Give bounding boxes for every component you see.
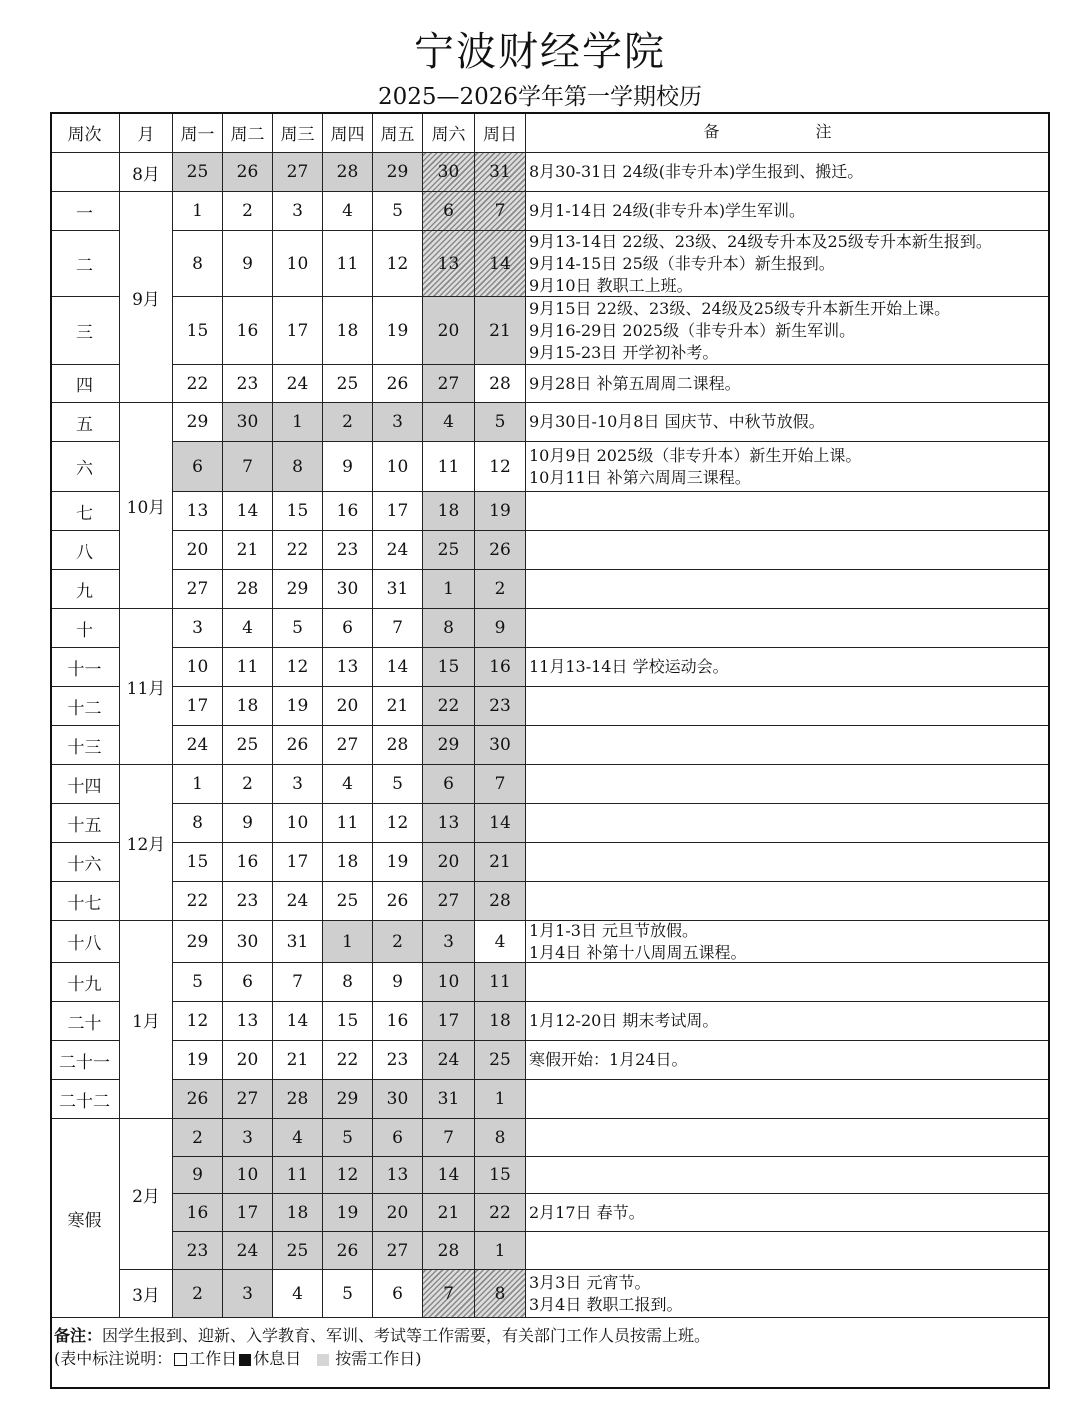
day-cell: 26 xyxy=(323,1232,373,1270)
day-cell: 16 xyxy=(373,1002,423,1041)
day-cell: 25 xyxy=(273,1232,323,1270)
day-cell: 3 xyxy=(223,1119,273,1157)
day-cell: 28 xyxy=(323,153,373,192)
week-number-cell: 十三 xyxy=(50,726,120,765)
header-cell: 月 xyxy=(120,112,173,153)
day-cell: 26 xyxy=(373,882,423,921)
day-cell: 9 xyxy=(223,804,273,843)
day-cell: 31 xyxy=(373,570,423,609)
day-cell: 1 xyxy=(273,403,323,442)
day-cell: 9 xyxy=(173,1157,223,1194)
day-cell: 14 xyxy=(475,804,526,843)
day-cell: 17 xyxy=(173,687,223,726)
week-number-cell: 二十二 xyxy=(50,1080,120,1119)
day-cell: 18 xyxy=(423,492,475,531)
day-cell: 15 xyxy=(273,492,323,531)
day-cell: 21 xyxy=(223,531,273,570)
day-cell: 28 xyxy=(475,365,526,403)
day-cell: 5 xyxy=(173,963,223,1002)
header-cell: 周一 xyxy=(173,112,223,153)
header-cell: 周四 xyxy=(323,112,373,153)
day-cell: 16 xyxy=(223,297,273,365)
remark-cell: 9月15日 22级、23级、24级及25级专升本新生开始上课。 9月16-29日 2025级（非专升本）新生军训。 9月15-23日 开学初补考。 xyxy=(526,297,1050,365)
remark-cell: 2月17日 春节。 xyxy=(526,1194,1050,1232)
remark-cell: 1月12-20日 期末考试周。 xyxy=(526,1002,1050,1041)
day-cell: 10 xyxy=(423,963,475,1002)
day-cell: 3 xyxy=(423,921,475,963)
day-cell: 10 xyxy=(173,648,223,687)
remark-cell xyxy=(526,843,1050,882)
day-cell: 31 xyxy=(273,921,323,963)
day-cell: 5 xyxy=(323,1270,373,1318)
day-cell: 22 xyxy=(475,1194,526,1232)
day-cell: 14 xyxy=(273,1002,323,1041)
day-cell: 9 xyxy=(373,963,423,1002)
day-cell: 1 xyxy=(423,570,475,609)
day-cell: 13 xyxy=(173,492,223,531)
remark-cell: 9月28日 补第五周周二课程。 xyxy=(526,365,1050,403)
day-cell: 14 xyxy=(373,648,423,687)
remark-cell: 1月1-3日 元旦节放假。 1月4日 补第十八周周五课程。 xyxy=(526,921,1050,963)
week-number-cell: 九 xyxy=(50,570,120,609)
month-cell: 10月 xyxy=(120,403,173,609)
day-cell: 20 xyxy=(373,1194,423,1232)
day-cell: 23 xyxy=(323,531,373,570)
day-cell: 3 xyxy=(373,403,423,442)
day-cell: 13 xyxy=(323,648,373,687)
remark-cell xyxy=(526,882,1050,921)
day-cell: 25 xyxy=(223,726,273,765)
day-cell: 24 xyxy=(223,1232,273,1270)
day-cell: 6 xyxy=(423,765,475,804)
week-number-cell: 十九 xyxy=(50,963,120,1002)
header-cell: 周六 xyxy=(423,112,475,153)
remark-cell xyxy=(526,726,1050,765)
day-cell: 12 xyxy=(323,1157,373,1194)
day-cell: 18 xyxy=(323,843,373,882)
day-cell: 18 xyxy=(475,1002,526,1041)
day-cell: 17 xyxy=(273,297,323,365)
day-cell: 2 xyxy=(475,570,526,609)
week-number-cell: 十八 xyxy=(50,921,120,963)
day-cell: 19 xyxy=(373,297,423,365)
day-cell: 30 xyxy=(223,921,273,963)
day-cell: 15 xyxy=(173,843,223,882)
week-number-cell: 十一 xyxy=(50,648,120,687)
day-cell: 14 xyxy=(223,492,273,531)
day-cell: 26 xyxy=(475,531,526,570)
week-number-cell: 三 xyxy=(50,297,120,365)
day-cell: 10 xyxy=(273,804,323,843)
day-cell: 15 xyxy=(475,1157,526,1194)
ondemand-box-icon xyxy=(317,1354,329,1366)
day-cell: 30 xyxy=(373,1080,423,1119)
day-cell: 16 xyxy=(475,648,526,687)
remark-cell xyxy=(526,1119,1050,1157)
week-number-cell: 七 xyxy=(50,492,120,531)
day-cell: 14 xyxy=(475,231,526,297)
week-number-cell: 五 xyxy=(50,403,120,442)
remark-cell xyxy=(526,531,1050,570)
week-number-cell: 一 xyxy=(50,192,120,231)
day-cell: 13 xyxy=(223,1002,273,1041)
remark-cell xyxy=(526,963,1050,1002)
day-cell: 11 xyxy=(223,648,273,687)
day-cell: 28 xyxy=(223,570,273,609)
day-cell: 25 xyxy=(173,153,223,192)
day-cell: 8 xyxy=(173,804,223,843)
week-number-cell: 二十一 xyxy=(50,1041,120,1080)
remark-cell: 9月13-14日 22级、23级、24级专升本及25级专升本新生报到。 9月14-15日 25级（非专升本）新生报到。 9月10日 教职工上班。 xyxy=(526,231,1050,297)
day-cell: 7 xyxy=(475,192,526,231)
footnote-text: 因学生报到、迎新、入学教育、军训、考试等工作需要，有关部门工作人员按需上班。 xyxy=(102,1326,711,1345)
week-number-cell: 十七 xyxy=(50,882,120,921)
day-cell: 27 xyxy=(223,1080,273,1119)
day-cell: 5 xyxy=(475,403,526,442)
day-cell: 29 xyxy=(173,921,223,963)
remark-cell xyxy=(526,687,1050,726)
day-cell: 1 xyxy=(475,1232,526,1270)
day-cell: 7 xyxy=(373,609,423,648)
day-cell: 6 xyxy=(373,1119,423,1157)
day-cell: 28 xyxy=(373,726,423,765)
page-title: 宁波财经学院 xyxy=(414,29,666,75)
remark-cell xyxy=(526,1080,1050,1119)
remark-cell xyxy=(526,804,1050,843)
day-cell: 17 xyxy=(423,1002,475,1041)
legend-open: (表中标注说明： xyxy=(54,1349,173,1368)
month-cell: 2月 xyxy=(120,1119,173,1270)
day-cell: 11 xyxy=(273,1157,323,1194)
day-cell: 19 xyxy=(373,843,423,882)
day-cell: 12 xyxy=(475,442,526,492)
day-cell: 30 xyxy=(223,403,273,442)
day-cell: 25 xyxy=(423,531,475,570)
remark-cell: 10月9日 2025级（非专升本）新生开始上课。 10月11日 补第六周周三课程。 xyxy=(526,442,1050,492)
footnote-line-1 xyxy=(54,1324,1044,1347)
header-cell: 周三 xyxy=(273,112,323,153)
day-cell: 23 xyxy=(223,882,273,921)
remark-cell xyxy=(526,1157,1050,1194)
day-cell: 15 xyxy=(173,297,223,365)
day-cell: 21 xyxy=(475,297,526,365)
day-cell: 30 xyxy=(475,726,526,765)
day-cell: 28 xyxy=(273,1080,323,1119)
day-cell: 27 xyxy=(423,365,475,403)
day-cell: 4 xyxy=(323,765,373,804)
day-cell: 7 xyxy=(273,963,323,1002)
day-cell: 20 xyxy=(423,843,475,882)
day-cell: 24 xyxy=(423,1041,475,1080)
week-number-cell xyxy=(50,153,120,192)
day-cell: 13 xyxy=(373,1157,423,1194)
day-cell: 15 xyxy=(323,1002,373,1041)
day-cell: 20 xyxy=(323,687,373,726)
day-cell: 10 xyxy=(223,1157,273,1194)
day-cell: 8 xyxy=(173,231,223,297)
day-cell: 21 xyxy=(373,687,423,726)
day-cell: 27 xyxy=(423,882,475,921)
footnote-label: 备注： xyxy=(54,1326,103,1345)
day-cell: 23 xyxy=(223,365,273,403)
day-cell: 13 xyxy=(423,231,475,297)
day-cell: 8 xyxy=(475,1270,526,1318)
day-cell: 22 xyxy=(273,531,323,570)
week-number-cell: 十五 xyxy=(50,804,120,843)
day-cell: 3 xyxy=(223,1270,273,1318)
remark-cell: 11月13-14日 学校运动会。 xyxy=(526,648,1050,687)
day-cell: 25 xyxy=(323,882,373,921)
day-cell: 29 xyxy=(273,570,323,609)
day-cell: 3 xyxy=(273,192,323,231)
month-cell: 3月 xyxy=(120,1270,173,1318)
legend-ondemand: 按需工作日) xyxy=(335,1349,422,1368)
day-cell: 22 xyxy=(173,365,223,403)
remark-cell xyxy=(526,570,1050,609)
day-cell: 1 xyxy=(173,765,223,804)
day-cell: 27 xyxy=(273,153,323,192)
day-cell: 19 xyxy=(323,1194,373,1232)
page-subtitle: 2025—2026学年第一学期校历 xyxy=(377,84,703,110)
day-cell: 2 xyxy=(223,765,273,804)
day-cell: 20 xyxy=(173,531,223,570)
day-cell: 5 xyxy=(373,765,423,804)
day-cell: 28 xyxy=(423,1232,475,1270)
day-cell: 29 xyxy=(323,1080,373,1119)
week-number-cell: 六 xyxy=(50,442,120,492)
month-cell: 9月 xyxy=(120,192,173,403)
day-cell: 26 xyxy=(173,1080,223,1119)
day-cell: 6 xyxy=(173,442,223,492)
day-cell: 9 xyxy=(223,231,273,297)
day-cell: 29 xyxy=(373,153,423,192)
day-cell: 6 xyxy=(373,1270,423,1318)
day-cell: 27 xyxy=(173,570,223,609)
remark-cell: 9月30日-10月8日 国庆节、中秋节放假。 xyxy=(526,403,1050,442)
legend-rest: 休息日 xyxy=(253,1349,302,1368)
day-cell: 3 xyxy=(273,765,323,804)
week-number-cell: 十 xyxy=(50,609,120,648)
day-cell: 11 xyxy=(423,442,475,492)
day-cell: 2 xyxy=(173,1119,223,1157)
week-number-cell: 二十 xyxy=(50,1002,120,1041)
day-cell: 1 xyxy=(475,1080,526,1119)
day-cell: 19 xyxy=(273,687,323,726)
day-cell: 30 xyxy=(323,570,373,609)
day-cell: 23 xyxy=(373,1041,423,1080)
footnote xyxy=(54,1324,1044,1370)
day-cell: 1 xyxy=(323,921,373,963)
header-cell: 周次 xyxy=(50,112,120,153)
day-cell: 12 xyxy=(173,1002,223,1041)
day-cell: 1 xyxy=(173,192,223,231)
day-cell: 4 xyxy=(273,1270,323,1318)
day-cell: 10 xyxy=(273,231,323,297)
day-cell: 11 xyxy=(323,231,373,297)
day-cell: 21 xyxy=(475,843,526,882)
remark-cell xyxy=(526,1232,1050,1270)
day-cell: 20 xyxy=(223,1041,273,1080)
day-cell: 5 xyxy=(323,1119,373,1157)
day-cell: 26 xyxy=(373,365,423,403)
day-cell: 7 xyxy=(423,1119,475,1157)
day-cell: 4 xyxy=(223,609,273,648)
day-cell: 13 xyxy=(423,804,475,843)
winter-break-cell: 寒假 xyxy=(50,1119,120,1318)
day-cell: 18 xyxy=(223,687,273,726)
day-cell: 24 xyxy=(273,365,323,403)
day-cell: 2 xyxy=(323,403,373,442)
workday-box-icon xyxy=(174,1353,187,1366)
week-number-cell: 四 xyxy=(50,365,120,403)
day-cell: 30 xyxy=(423,153,475,192)
remark-cell xyxy=(526,765,1050,804)
month-cell: 8月 xyxy=(120,153,173,192)
day-cell: 14 xyxy=(423,1157,475,1194)
day-cell: 18 xyxy=(323,297,373,365)
header-cell: 周日 xyxy=(475,112,526,153)
day-cell: 16 xyxy=(173,1194,223,1232)
day-cell: 10 xyxy=(373,442,423,492)
month-cell: 11月 xyxy=(120,609,173,765)
day-cell: 4 xyxy=(273,1119,323,1157)
day-cell: 25 xyxy=(323,365,373,403)
day-cell: 6 xyxy=(323,609,373,648)
week-number-cell: 十二 xyxy=(50,687,120,726)
day-cell: 17 xyxy=(273,843,323,882)
day-cell: 7 xyxy=(475,765,526,804)
day-cell: 31 xyxy=(423,1080,475,1119)
day-cell: 27 xyxy=(373,1232,423,1270)
day-cell: 4 xyxy=(423,403,475,442)
day-cell: 16 xyxy=(223,843,273,882)
remark-cell: 8月30-31日 24级(非专升本)学生报到、搬迁。 xyxy=(526,153,1050,192)
remark-cell: 寒假开始：1月24日。 xyxy=(526,1041,1050,1080)
day-cell: 12 xyxy=(273,648,323,687)
day-cell: 2 xyxy=(173,1270,223,1318)
day-cell: 29 xyxy=(173,403,223,442)
day-cell: 12 xyxy=(373,231,423,297)
day-cell: 2 xyxy=(373,921,423,963)
day-cell: 26 xyxy=(273,726,323,765)
day-cell: 23 xyxy=(475,687,526,726)
day-cell: 29 xyxy=(423,726,475,765)
day-cell: 5 xyxy=(373,192,423,231)
day-cell: 26 xyxy=(223,153,273,192)
day-cell: 24 xyxy=(173,726,223,765)
day-cell: 7 xyxy=(223,442,273,492)
month-cell: 12月 xyxy=(120,765,173,921)
day-cell: 24 xyxy=(273,882,323,921)
day-cell: 27 xyxy=(323,726,373,765)
day-cell: 3 xyxy=(173,609,223,648)
day-cell: 15 xyxy=(423,648,475,687)
day-cell: 19 xyxy=(173,1041,223,1080)
day-cell: 22 xyxy=(173,882,223,921)
day-cell: 21 xyxy=(423,1194,475,1232)
week-number-cell: 二 xyxy=(50,231,120,297)
day-cell: 2 xyxy=(223,192,273,231)
day-cell: 28 xyxy=(475,882,526,921)
day-cell: 7 xyxy=(423,1270,475,1318)
legend xyxy=(54,1347,1044,1370)
week-number-cell: 十四 xyxy=(50,765,120,804)
day-cell: 31 xyxy=(475,153,526,192)
day-cell: 22 xyxy=(423,687,475,726)
day-cell: 8 xyxy=(273,442,323,492)
header-cell: 周二 xyxy=(223,112,273,153)
day-cell: 8 xyxy=(423,609,475,648)
remark-cell: 3月3日 元宵节。 3月4日 教职工报到。 xyxy=(526,1270,1050,1318)
week-number-cell: 十六 xyxy=(50,843,120,882)
day-cell: 8 xyxy=(475,1119,526,1157)
day-cell: 24 xyxy=(373,531,423,570)
legend-work: 工作日 xyxy=(189,1349,238,1368)
day-cell: 23 xyxy=(173,1232,223,1270)
day-cell: 20 xyxy=(423,297,475,365)
day-cell: 8 xyxy=(323,963,373,1002)
day-cell: 18 xyxy=(273,1194,323,1232)
remark-cell xyxy=(526,609,1050,648)
day-cell: 17 xyxy=(223,1194,273,1232)
day-cell: 11 xyxy=(475,963,526,1002)
day-cell: 6 xyxy=(423,192,475,231)
day-cell: 4 xyxy=(475,921,526,963)
restday-box-icon xyxy=(239,1354,251,1366)
day-cell: 4 xyxy=(323,192,373,231)
day-cell: 17 xyxy=(373,492,423,531)
day-cell: 9 xyxy=(323,442,373,492)
day-cell: 5 xyxy=(273,609,323,648)
remark-cell: 9月1-14日 24级(非专升本)学生军训。 xyxy=(526,192,1050,231)
week-number-cell: 八 xyxy=(50,531,120,570)
header-cell: 周五 xyxy=(373,112,423,153)
remark-cell xyxy=(526,492,1050,531)
day-cell: 6 xyxy=(223,963,273,1002)
day-cell: 12 xyxy=(373,804,423,843)
month-cell: 1月 xyxy=(120,921,173,1119)
day-cell: 22 xyxy=(323,1041,373,1080)
day-cell: 25 xyxy=(475,1041,526,1080)
day-cell: 11 xyxy=(323,804,373,843)
day-cell: 21 xyxy=(273,1041,323,1080)
day-cell: 9 xyxy=(475,609,526,648)
header-cell: 备 注 xyxy=(526,112,1050,153)
day-cell: 19 xyxy=(475,492,526,531)
day-cell: 16 xyxy=(323,492,373,531)
